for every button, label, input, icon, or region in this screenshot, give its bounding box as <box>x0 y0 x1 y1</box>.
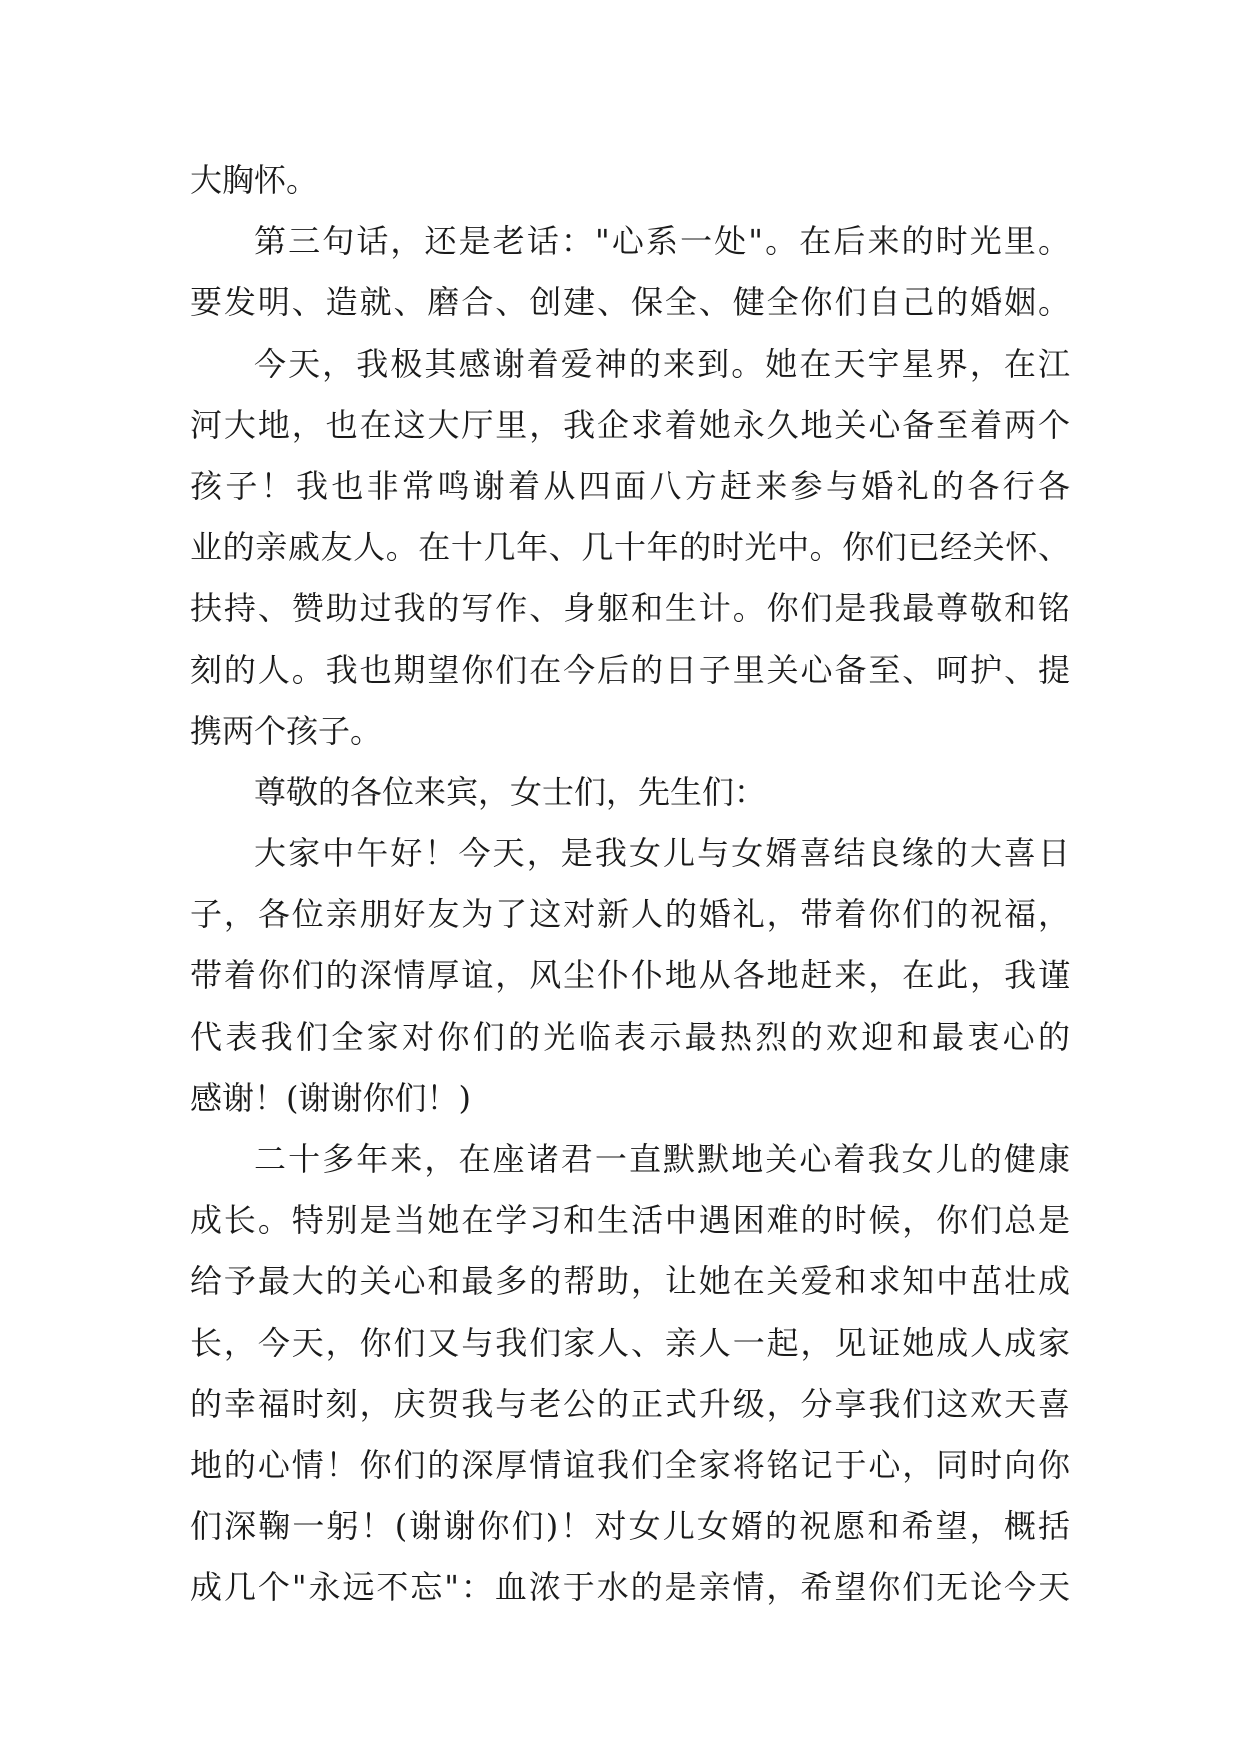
text-line: 长，今天，你们又与我们家人、亲人一起，见证她成人成家 <box>190 1323 1070 1362</box>
text-line: 大家中午好！今天，是我女儿与女婿喜结良缘的大喜日 <box>254 834 1070 873</box>
text-line: 刻的人。我也期望你们在今后的日子里关心备至、呵护、提 <box>190 650 1070 689</box>
text-line: 成几个"永远不忘"：血浓于水的是亲情，希望你们无论今天 <box>190 1568 1070 1607</box>
text-line: 孩子！我也非常鸣谢着从四面八方赶来参与婚礼的各行各 <box>190 466 1070 505</box>
text-line: 大胸怀。 <box>190 161 319 199</box>
text-line: 第三句话，还是老话："心系一处"。在后来的时光里。 <box>254 222 1070 261</box>
text-line: 带着你们的深情厚谊，风尘仆仆地从各地赶来，在此，我谨 <box>190 956 1070 995</box>
text-line: 子，各位亲朋好友为了这对新人的婚礼，带着你们的祝福， <box>190 895 1070 934</box>
text-line: 携两个孩子。 <box>190 711 383 750</box>
text-line: 今天，我极其感谢着爱神的来到。她在天宇星界，在江 <box>254 344 1070 383</box>
text-line: 代表我们全家对你们的光临表示最热烈的欢迎和最衷心的 <box>190 1017 1070 1056</box>
text-line: 地的心情！你们的深厚情谊我们全家将铭记于心，同时向你 <box>190 1445 1070 1484</box>
text-line: 感谢！(谢谢你们！) <box>190 1078 471 1117</box>
text-line: 二十多年来，在座诸君一直默默地关心着我女儿的健康 <box>254 1140 1070 1178</box>
text-line: 们深鞠一躬！(谢谢你们)！对女儿女婿的祝愿和希望，概括 <box>190 1507 1070 1546</box>
text-line: 给予最大的关心和最多的帮助，让她在关爱和求知中茁壮成 <box>190 1262 1070 1301</box>
text-line: 尊敬的各位来宾，女士们，先生们： <box>254 772 767 811</box>
body-text <box>190 150 1070 1619</box>
text-line: 业的亲戚友人。在十几年、几十年的时光中。你们已经关怀、 <box>190 528 1070 567</box>
text-line: 要发明、造就、磨合、创建、保全、健全你们自己的婚姻。 <box>190 283 1070 322</box>
text-line: 的幸福时刻，庆贺我与老公的正式升级，分享我们这欢天喜 <box>190 1384 1070 1423</box>
text-line: 河大地，也在这大厅里，我企求着她永久地关心备至着两个 <box>190 405 1070 444</box>
text-line: 扶持、赞助过我的写作、身躯和生计。你们是我最尊敬和铭 <box>190 589 1070 628</box>
text-line: 成长。特别是当她在学习和生活中遇困难的时候，你们总是 <box>190 1201 1070 1240</box>
